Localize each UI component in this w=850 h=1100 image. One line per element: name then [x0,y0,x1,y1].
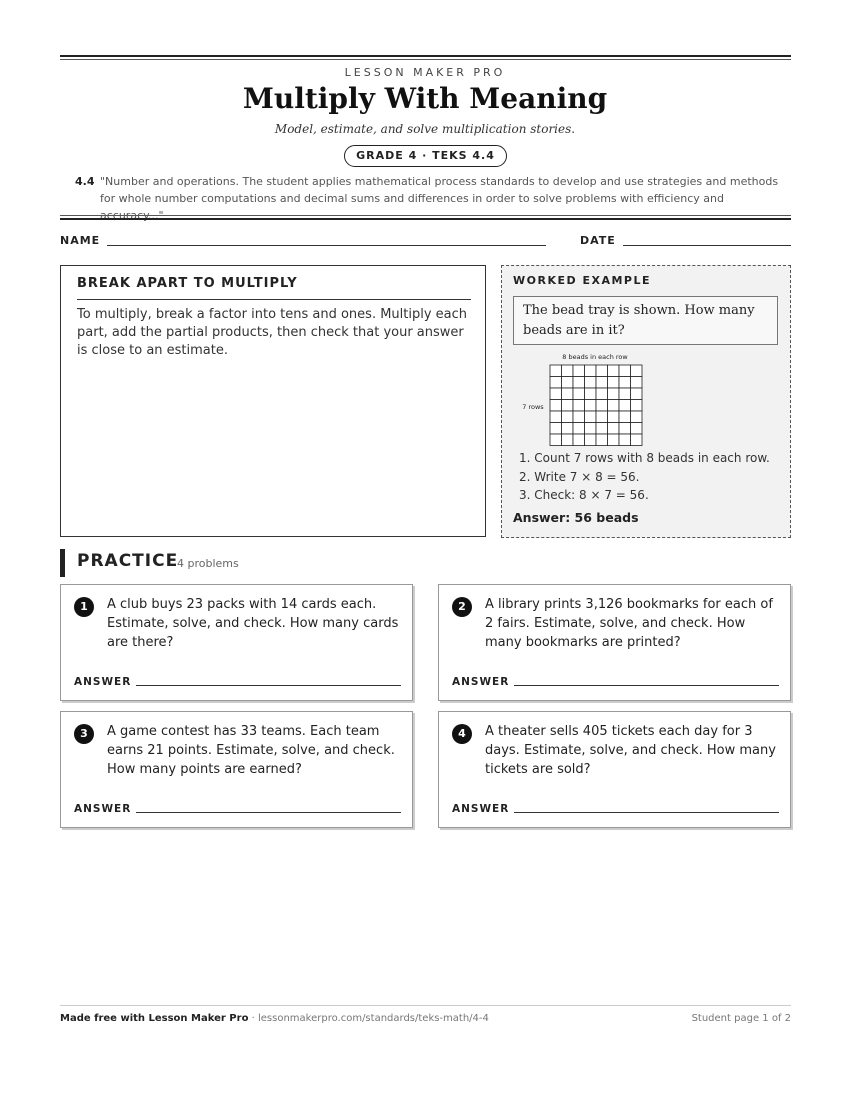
bead-cell [573,423,585,435]
answer-field[interactable] [514,812,779,813]
bead-cell [550,423,562,435]
bead-cell [562,434,574,446]
bead-cell [631,411,643,423]
bead-cell [550,411,562,423]
answer-label: ANSWER [74,803,132,815]
bead-cell [631,365,643,377]
header-rule-top [60,55,791,57]
bead-cell [562,365,574,377]
bead-cell [573,388,585,400]
header-rule-bottom [60,218,791,220]
problem-number: 4 [452,724,472,744]
date-label: DATE [580,234,616,247]
answer-label: ANSWER [74,676,132,688]
bead-cell [608,434,620,446]
bead-cell [619,423,631,435]
bead-cell [585,423,597,435]
problem-number: 1 [74,597,94,617]
problem-card-1 [60,584,413,701]
standard-statement [75,173,790,222]
worked-example-answer: Answer: 56 beads [513,510,639,525]
page-title: Multiply With Meaning [242,82,608,115]
bead-cell [585,377,597,389]
bead-cell [596,377,608,389]
bead-cell [550,434,562,446]
brand-name: LESSON MAKER PRO [344,66,506,79]
problem-number: 3 [74,724,94,744]
name-field[interactable] [107,245,546,246]
bead-cell [585,365,597,377]
bead-cell [596,365,608,377]
bead-cell [585,434,597,446]
bead-cell [596,411,608,423]
answer-label: ANSWER [452,803,510,815]
name-label: NAME [60,234,101,247]
header-rule-top-thin [60,59,791,60]
bead-cell [550,377,562,389]
strategy-box [60,265,486,537]
bead-cell [573,400,585,412]
footer-rule [60,1005,791,1006]
bead-cell [619,400,631,412]
bead-cell [608,423,620,435]
problem-text: A club buys 23 packs with 14 cards each. Estimate, solve, and check. How many cards are there? [107,597,399,650]
footer-page-number: Student page 1 of 2 [691,1013,791,1024]
worked-example-heading: WORKED EXAMPLE [513,274,651,287]
bead-cell [608,388,620,400]
worked-example-steps [519,449,770,505]
problem-text: A theater sells 405 tickets each day for 3 days. Estimate, solve, and check. How many tickets are sold? [485,724,776,777]
bead-cell [550,400,562,412]
bead-cell [550,365,562,377]
problem-card-3 [60,711,413,828]
answer-field[interactable] [514,685,779,686]
answer-label: ANSWER [452,676,510,688]
page-subtitle: Model, estimate, and solve multiplication stories. [274,122,576,136]
bead-cell [596,434,608,446]
bead-cell [573,377,585,389]
bead-cell [585,388,597,400]
bead-cell [608,377,620,389]
bead-cell [596,388,608,400]
bead-cell [585,411,597,423]
footer-credit [60,1013,489,1024]
bead-cell [562,400,574,412]
bead-cell [585,400,597,412]
strategy-title: BREAK APART TO MULTIPLY [77,276,471,300]
step-2: 2. Write 7 × 8 = 56. [519,469,640,484]
practice-accent-bar [60,549,65,577]
bead-cell [631,400,643,412]
footer-url[interactable]: · lessonmakerpro.com/standards/teks-math/4-4 [248,1013,489,1024]
grid-row-label: 7 rows [522,403,544,411]
worked-example-box [501,265,791,538]
bead-cell [562,388,574,400]
bead-cell [619,434,631,446]
date-field[interactable] [623,245,791,246]
bead-cell [608,365,620,377]
bead-cell [608,400,620,412]
bead-cell [562,423,574,435]
standard-code: 4.4 [75,175,95,188]
bead-cell [573,434,585,446]
grade-badge: GRADE 4 · TEKS 4.4 [344,145,507,167]
bead-cell [631,434,643,446]
practice-count: 4 problems [177,557,239,570]
grid-column-label: 8 beads in each row [562,353,628,361]
problem-text: A library prints 3,126 bookmarks for each of 2 fairs. Estimate, solve, and check. How many bookmarks are printed? [485,597,773,650]
answer-field[interactable] [136,812,401,813]
bead-cell [619,377,631,389]
bead-tray-grid [513,350,653,446]
bead-cell [619,388,631,400]
practice-title: PRACTICE [77,551,179,571]
standard-text: "Number and operations. The student applies mathematical process standards to develop and use strategies and methods for whole number computations and decimal sums and differences in order to solve problems with efficiency and accuracy..." [100,175,779,222]
bead-cell [562,411,574,423]
bead-cell [631,423,643,435]
step-1: 1. Count 7 rows with 8 beads in each row. [519,451,770,465]
bead-cell [573,411,585,423]
footer-made-with: Made free with Lesson Maker Pro [60,1013,249,1024]
problem-text: A game contest has 33 teams. Each team earns 21 points. Estimate, solve, and check. How many points are earned? [107,724,395,777]
bead-cell [550,388,562,400]
bead-cell [608,411,620,423]
bead-cell [631,388,643,400]
bead-cell [631,377,643,389]
problem-card-2 [438,584,791,701]
bead-cell [619,365,631,377]
bead-cell [619,411,631,423]
problem-card-4 [438,711,791,828]
grid-cells [550,365,642,446]
problem-number: 2 [452,597,472,617]
bead-cell [562,377,574,389]
bead-cell [573,365,585,377]
header-rule-bottom-thin [60,215,791,216]
answer-field[interactable] [136,685,401,686]
bead-cell [596,423,608,435]
strategy-text: To multiply, break a factor into tens and ones. Multiply each part, add the partial products, then check that your answer is close to an estimate. [77,307,468,358]
bead-cell [596,400,608,412]
worked-example-question: The bead tray is shown. How many beads are in it? [513,296,778,345]
step-3: 3. Check: 8 × 7 = 56. [519,488,649,502]
